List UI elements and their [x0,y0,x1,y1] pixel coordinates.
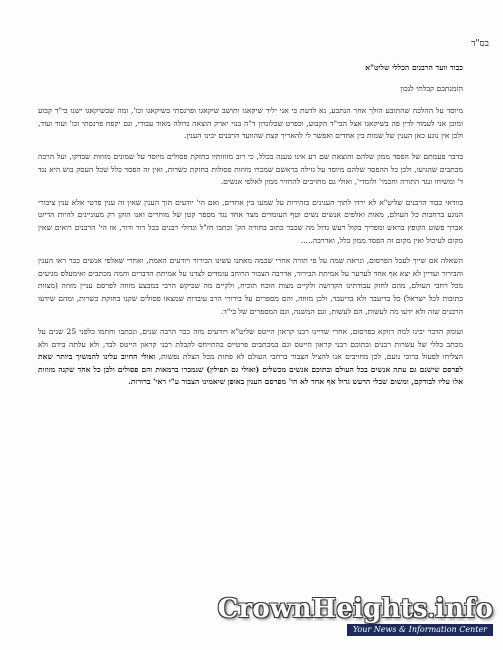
letter-greeting: הזמנתכם קבלתי לנכון [400,83,463,93]
paragraph-4: השאלה אם שייך לעכל הפרסום, ונראה שמה על פי תורה אחרי שכמה מאתנו עשינו הבירור ויודעים האמת, ואחרי שאלפי אנשים כבר ראו הענין והבירור ועדיין לא יצא אף אחד לערער על אמיתת הבירור, אדרבה הצבור הרוחב עומדים לצדנו על אמיתת הדברים והמה מכתבים ואימעלס מגיעים מכל רחבי העולם, מהם לחזק עבודתינו הקדושה ולקיים מצות הוכח תוכיח, ולקיים מה שביקש הרבי במבצע מזוזה לפרסם עניין מזוזה (מצוות כתובות לכל ישראל) כל בדיעבד ולא בדיעבד, ולכן מזוזה, והם מספרים על בירורי הרב עובדות שמצאו פסולים שקנו בחזקת כשרות, ומהם שידעו הרבנים שזה ולא ידעו מה לעשות, הם לעשות, וגם המשנה, וגם המספרים של בי"ד. [38,256,463,316]
watermark-logo-text: CrownHeights.info [217,594,493,624]
paragraph-1: מיוסד על ההלכה שהתובע הולך אחר הנתבע, נא לדעת כי אני יליד שיקאגו ותושב שיקאגו ופרנסתי בשיקאגו וכו', ומה שבשיקאגו ישנו בי"ד קבוע ומוכן אני לעמוד לדין פה בשיקאגו אצל הבי"ד הקבוע, וכפרט שבלונדון ד"ה בנוי יארק הוצאה גדולה מאוד עבורי, וגם יקפח פרנסתי וכו' ועוד ועוד, ולכן אין נוגע כאן הענין של שמות בין אחדים ואפשר לי להאריך קצת שהוועד הרבנים יבינו הענין. [38,106,463,141]
paragraph-5-bold: ואולי החיוב עלינו להמשיך ביותר שאת לפרסם שישנם גם עתה אנשים בכל העולם ובתוכם אנשים מכשלים (ואולי גם תפילין) שנמכרו ברמאות והם פסולים ולכן כל אחד שקנה מזוזות אלו עליו לבודקם, ומשום שבלי הרעש גדול אף אחד לא הי' מפרסם הענין באופן שיאמינו הצבור ע"י ראי' ברורות. [38,352,463,387]
paragraph-5-text: ועומק הדבר יבינו למה דווקא בפרסום, אחרי שדיינו רבנו קראון הייטס שליט"א ויודעים מזה כבר הרבה שנים, ונכתבו וחתמו כלפני 25 שנים על מכתב כללי של עשרות רבנים ובתוכם רבני קראון הייטס וגם במכתבים פרטיים בהתייחס לקבלת רבני קראון הייטס לבד, ולא עלתה בידם ולא הצליחו לפעול ברוכי נועם, לכן מחויבים אנו להציל הצבור ברחבי העולם לא פחות מכל הצלת נפשות, [38,327,463,362]
letter-address: כבוד וועד הרבנים הכללי שליט"א [365,63,463,72]
crownheights-watermark [218,596,493,636]
bsd-header: בס"ד [471,39,489,49]
paragraph-5 [38,326,463,389]
letter-body [38,62,463,397]
paragraph-3: בוודאי כבוד הרבנים שליט"א לא ירדו לתוך הענינים בזהירות על שמעו בין אחדים, ואם הי' יודעים תוך הענין שאין זה ענין פרטי אלא ענין ציבורי הנוגע ברחבות כל העולם, מאות ואלפים אנשים נשים וטף העומדים מצד אחד נגד מספר קטן של מוחרים ואנו הזקן רק מעוניינים להיות הדיוט אברך פשוט הקופץ בראש ומפריך בקול רעש גדול מה שכבר כתוב בתורה הק' וכתבו חז"ל וגדולי רבנים בכל דור ודור, אז הי' הרבנים רואים שאין מקום לעיכול ואין מקום זה הפסד ממון כלל, ואדרבה..... [38,197,463,245]
watermark-tagline: Your News & Information Center [347,624,493,636]
paragraph-2: בדבר פעמתם של הפסד ממון שלהם והוצאת שם רע אינו טענה בכלל, כי רוב מזוזותיו בחזקת פסולים מיוסד על שמונים מזוזות שבדקו, ועל הרבה מכתבים שהגיעו, ולכן כל ההפסד שלהם מיוסד על גזילה בראשם שמכרו מזוזות פסולות בחזקת כשרות, ואין זה הפסד כלל שכל העסק בוש היא נגד ד' ומשיחו ונגד התורה וחכמי' ולומדי', ואולי גם מחויבים להחזיר ממון לאלפי אנשים. [38,151,463,187]
